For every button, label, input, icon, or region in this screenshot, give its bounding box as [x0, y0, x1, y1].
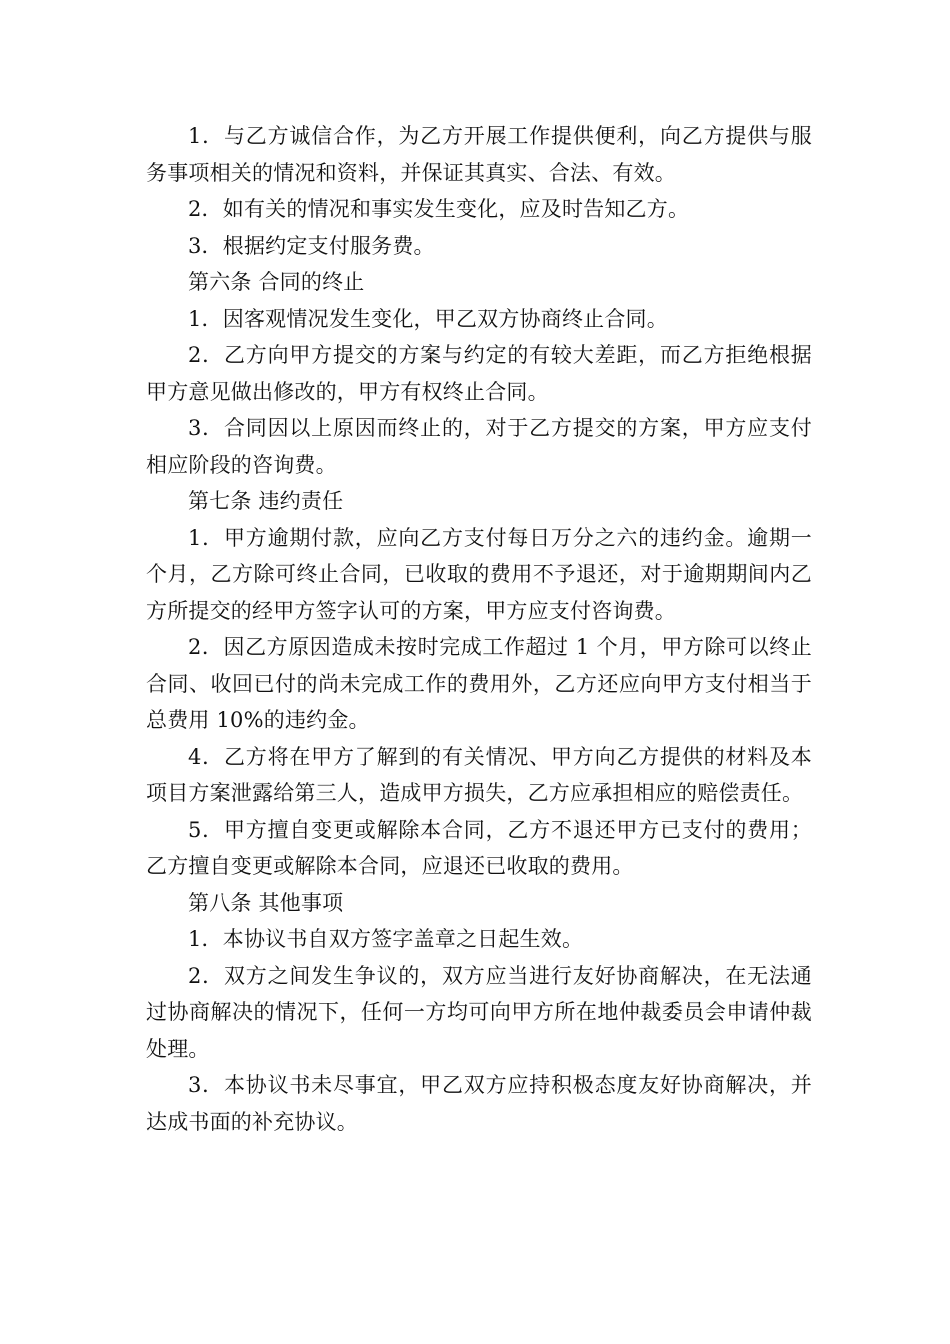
paragraph: 1．与乙方诚信合作，为乙方开展工作提供便利，向乙方提供与服务事项相关的情况和资料，并保证其真实、合法、有效。 — [146, 124, 812, 185]
paragraph: 2．因乙方原因造成未按时完成工作超过 1 个月，甲方除可以终止合同、收回已付的尚未完成工作的费用外，乙方还应向甲方支付相当于总费用 10%的违约金。 — [146, 635, 812, 732]
document-body — [146, 118, 812, 1140]
paragraph: 3．本协议书未尽事宜，甲乙双方应持积极态度友好协商解决，并达成书面的补充协议。 — [146, 1073, 812, 1134]
paragraph: 3．根据约定支付服务费。 — [188, 233, 435, 258]
section-heading: 第七条 违约责任 — [188, 489, 344, 513]
section-heading: 第六条 合同的终止 — [188, 270, 365, 294]
paragraph: 5．甲方擅自变更或解除本合同，乙方不退还甲方已支付的费用；乙方擅自变更或解除本合同，应退还已收取的费用。 — [146, 817, 812, 878]
paragraph: 2．乙方向甲方提交的方案与约定的有较大差距，而乙方拒绝根据甲方意见做出修改的，甲方有权终止合同。 — [146, 343, 812, 404]
paragraph: 1．本协议书自双方签字盖章之日起生效。 — [188, 927, 584, 951]
paragraph: 4．乙方将在甲方了解到的有关情况、甲方向乙方提供的材料及本项目方案泄露给第三人，造成甲方损失，乙方应承担相应的赔偿责任。 — [146, 744, 812, 805]
section-heading: 第八条 其他事项 — [188, 890, 344, 915]
paragraph: 2．双方之间发生争议的，双方应当进行友好协商解决，在无法通过协商解决的情况下，任何一方均可向甲方所在地仲裁委员会申请仲裁处理。 — [146, 963, 812, 1061]
paragraph: 1．甲方逾期付款，应向乙方支付每日万分之六的违约金。逾期一个月，乙方除可终止合同，已收取的费用不予退还，对于逾期期间内乙方所提交的经甲方签字认可的方案，甲方应支付咨询费。 — [146, 525, 812, 623]
paragraph: 1．因客观情况发生变化，甲乙双方协商终止合同。 — [188, 306, 668, 331]
paragraph: 2．如有关的情况和事实发生变化，应及时告知乙方。 — [188, 197, 690, 221]
paragraph: 3．合同因以上原因而终止的，对于乙方提交的方案，甲方应支付相应阶段的咨询费。 — [146, 416, 812, 477]
